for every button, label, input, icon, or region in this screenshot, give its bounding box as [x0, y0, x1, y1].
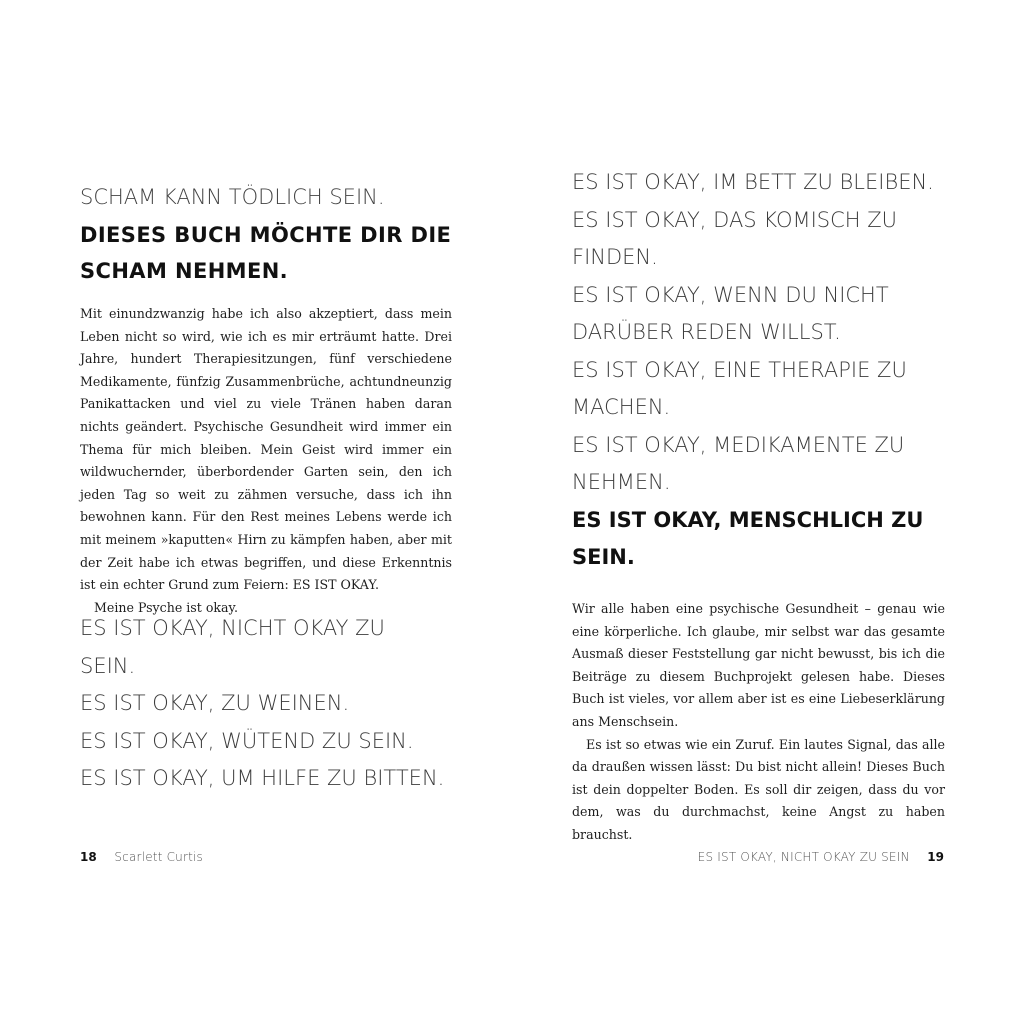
left-heading-thin: SCHAM KANN TÖDLICH SEIN. [80, 185, 385, 209]
right-paragraph-1: Wir alle haben eine psychische Gesundheit – genau wie eine körperliche. Ich glaube, mir selbst war das gesamte Ausmaß dieser Feststellung gar nicht bewusst, bis ich die Beiträge zu diesem Buchprojekt gelesen habe. Dieses Buch ist vieles, vor allem aber ist es eine Liebeserklärung ans Menschsein. [572, 601, 945, 729]
okay-line: FINDEN. [572, 245, 658, 269]
okay-line: ES IST OKAY, NICHT OKAY ZU [80, 616, 385, 640]
left-paragraph-2: Meine Psyche ist okay. [94, 599, 238, 615]
running-title: ES IST OKAY, NICHT OKAY ZU SEIN [697, 850, 910, 864]
page-number-right: 19 [927, 850, 944, 864]
okay-line: ES IST OKAY, MEDIKAMENTE ZU [572, 432, 905, 457]
left-footer [80, 850, 203, 864]
okay-line-bold: ES IST OKAY, MENSCHLICH ZU [572, 507, 924, 532]
okay-line: ES IST OKAY, DAS KOMISCH ZU [572, 207, 897, 232]
page-number-left: 18 [80, 850, 97, 864]
okay-line: ES IST OKAY, IM BETT ZU BLEIBEN. [572, 170, 934, 194]
okay-line: ES IST OKAY, EINE THERAPIE ZU [572, 357, 907, 382]
left-heading-bold-line-1: DIESES BUCH MÖCHTE DIR DIE [80, 223, 452, 247]
okay-line: SEIN. [80, 653, 136, 678]
left-paragraph-1: Mit einundzwanzig habe ich also akzeptiert, dass mein Leben nicht so wird, wie ich es mir erträumt hatte. Drei Jahre, hundert Therapiesitzungen, fünf verschiedene Medikamente, fünfzig Zusammenbrüche, achtundneunzig Panikattacken und viel zu viele Tränen haben daran nichts geändert. Psychische Gesundheit wird immer ein Thema für mich bleiben. Mein Geist wird immer ein wildwuchernder, überbordender Garten sein, den ich jeden Tag so weit zu zähmen versuche, dass ich ihn bewohnen kann. Für den Rest meines Lebens werde ich mit meinem »kaputten« Hirn zu kämpfen haben, aber mit der Zeit habe ich etwas begriffen, und diese Erkenntnis ist ein echter Grund zum Feiern: ES IST OKAY. [80, 306, 452, 593]
author-name: Scarlett Curtis [114, 850, 204, 864]
left-okay-list [80, 610, 480, 798]
left-heading-bold-line-2: SCHAM NEHMEN. [80, 259, 289, 283]
okay-line: MACHEN. [572, 395, 671, 419]
right-okay-list [572, 164, 992, 577]
right-body-text [572, 598, 945, 847]
right-paragraph-2: Es ist so etwas wie ein Zuruf. Ein lautes Signal, das alle da draußen wissen lässt: Du bist nicht allein! Dieses Buch ist dein doppelter Boden. Es soll dir zeigen, dass du vor dem, was du durchmachst, keine Angst zu haben brauchst. [572, 736, 945, 842]
okay-line: ES IST OKAY, UM HILFE ZU BITTEN. [80, 766, 445, 790]
left-heading-bold [80, 217, 460, 289]
right-page [512, 0, 1024, 1024]
okay-line: ES IST OKAY, WÜTEND ZU SEIN. [80, 728, 414, 753]
right-footer [698, 850, 944, 864]
okay-line: ES IST OKAY, WENN DU NICHT [572, 282, 889, 307]
okay-line: DARÜBER REDEN WILLST. [572, 320, 841, 344]
okay-line-bold: SEIN. [572, 545, 635, 569]
left-body-text [80, 303, 452, 619]
okay-line: NEHMEN. [572, 470, 671, 494]
okay-line: ES IST OKAY, ZU WEINEN. [80, 691, 350, 715]
